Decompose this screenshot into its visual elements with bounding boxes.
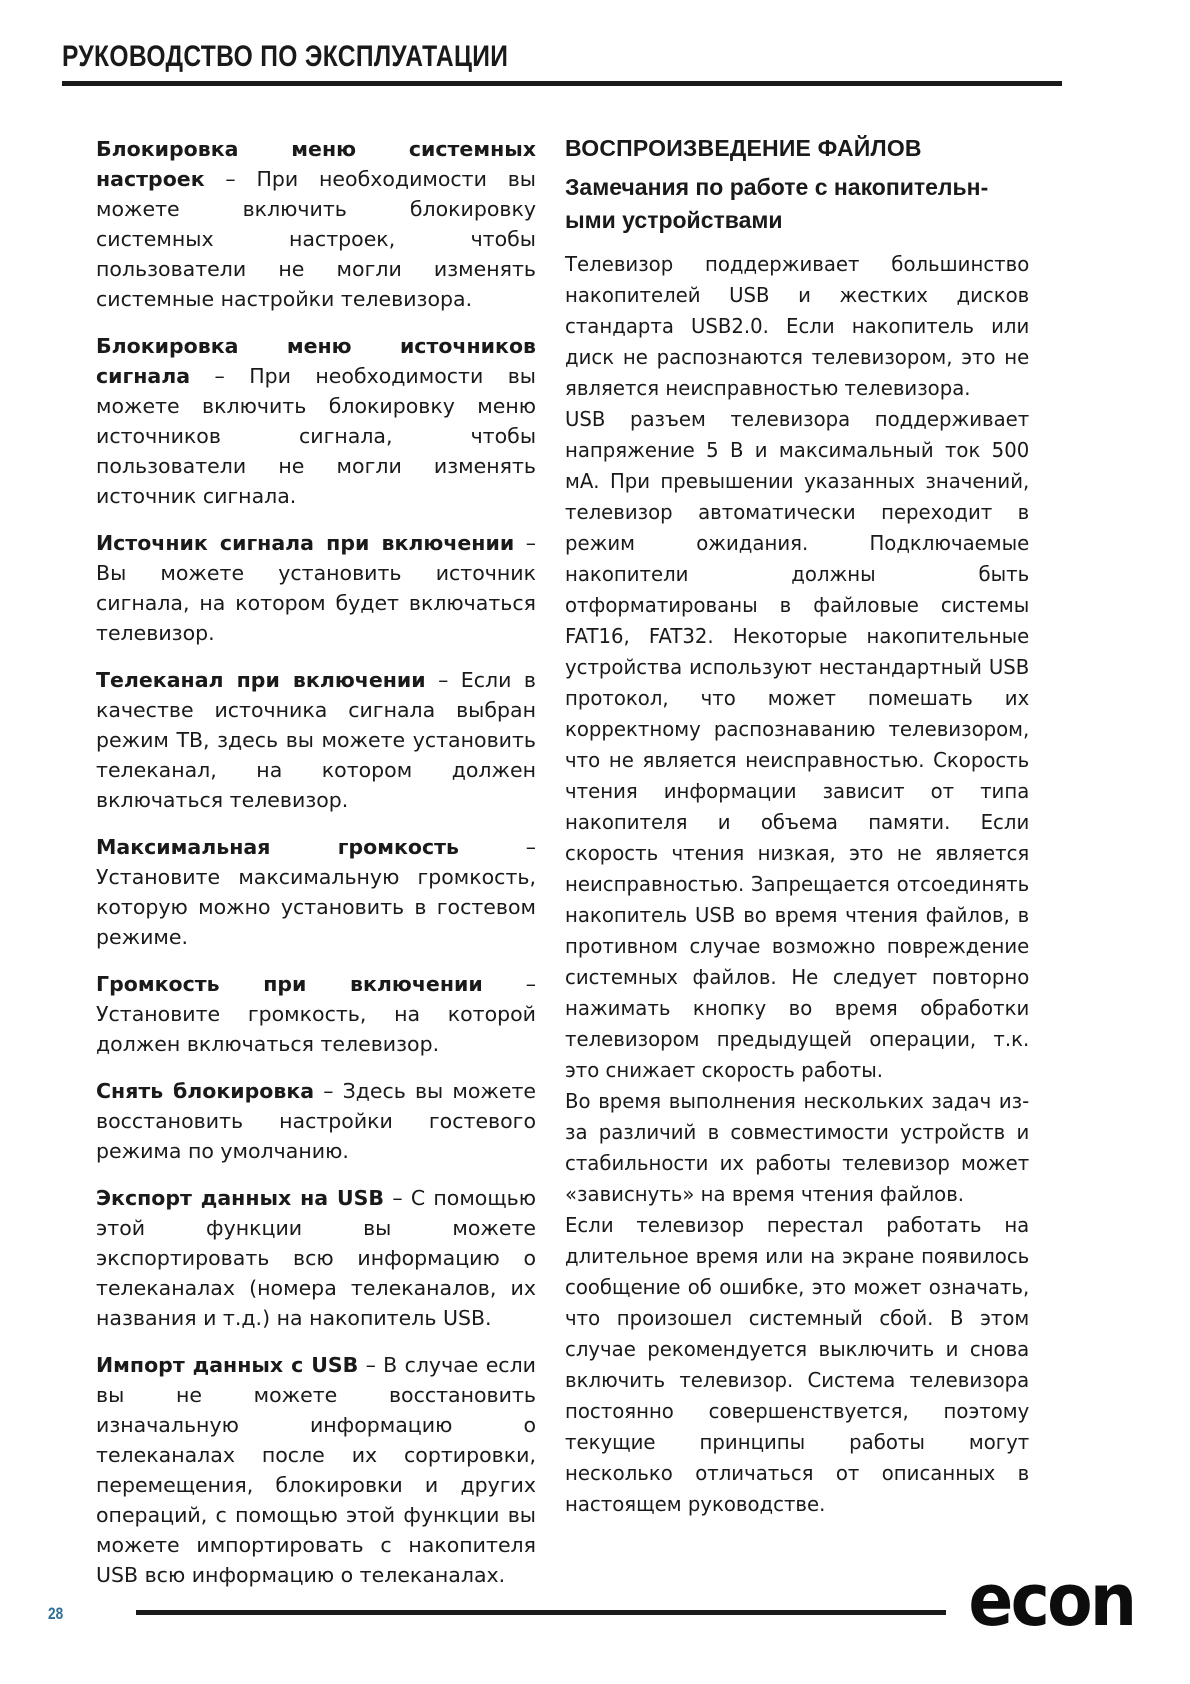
- paragraph-source-menu-lock: [96, 331, 536, 511]
- footer-divider: [136, 1610, 946, 1615]
- section-title-file-playback: ВОСПРОИЗВЕДЕНИЕ ФАЙЛОВ: [565, 135, 922, 161]
- term-default-volume: Громкость при включении: [96, 972, 483, 996]
- term-body: – При необходимости вы можете включить блокировку меню источников сигнала, чтобы пользователи не могли изменять источник сигнала.: [96, 364, 536, 508]
- term-body: – В случае если вы не можете восстановить изначальную информацию о телеканалах после их сортировки, перемещения, блокировки и других операций, с помощью этой функции вы можете импортировать с накопителя USB всю информацию о телеканалах.: [96, 1353, 536, 1587]
- left-column: [96, 134, 536, 1607]
- term-system-settings-lock: Блокировка меню системных настроек: [96, 137, 536, 191]
- right-column: [565, 134, 1030, 1520]
- term-import-usb: Импорт данных с USB: [96, 1353, 359, 1377]
- term-max-volume: Максимальная громкость: [96, 835, 459, 859]
- paragraph-default-channel: [96, 665, 536, 815]
- subsection-title-storage-notes: Замечания по работе с накопительн-ыми устройствами: [565, 174, 989, 233]
- term-body: – Установите максимальную громкость, которую можно установить в гостевом режиме.: [96, 835, 536, 949]
- page-number: 28: [48, 1604, 64, 1623]
- term-body: – Если в качестве источника сигнала выбран режим ТВ, здесь вы можете установить телеканал, на котором должен включаться телевизор.: [96, 668, 537, 812]
- paragraph-default-volume: [96, 969, 536, 1059]
- paragraph-import-usb: [96, 1350, 536, 1590]
- paragraph-max-volume: [96, 832, 536, 952]
- page-title: РУКОВОДСТВО ПО ЭКСПЛУАТАЦИИ: [62, 40, 509, 73]
- paragraph-usb-port-specs: USB разъем телевизора поддерживает напряжение 5 В и максимальный ток 500 мА. При превышении указанных значений, телевизор автоматически переходит в режим ожидания. Подключаемые накопители должны быть отформатированы в файловые системы FAT16, FAT32. Некоторые накопительные устройства используют нестандартный USB протокол, что может помешать их корректному распознаванию телевизором, что не является неисправностью. Скорость чтения информации зависит от типа накопителя и объема памяти. Если скорость чтения низкая, это не является неисправностью. Запрещается отсоединять накопитель USB во время чтения файлов, в противном случае возможно повреждение системных файлов. Не следует повторно нажимать кнопку во время обработки телевизором предыдущей операции, т.к. это снижает скорость работы.: [565, 407, 1030, 1082]
- page-footer: [0, 1558, 1190, 1642]
- paragraph-default-source: [96, 528, 536, 648]
- term-source-menu-lock: Блокировка меню источников сигнала: [96, 334, 536, 388]
- paragraph-system-failure: Если телевизор перестал работать на длительное время или на экране появилось сообщение об ошибке, это может означать, что произошел системный сбой. В этом случае рекомендуется выключить и снова включить телевизор. Система телевизора постоянно совершенствуется, поэтому текущие принципы работы могут несколько отличаться от описанных в настоящем руководстве.: [565, 1213, 1030, 1516]
- brand-logo: econ: [968, 1558, 1134, 1642]
- paragraph-remove-lock: [96, 1076, 536, 1166]
- term-default-channel: Телеканал при включении: [96, 668, 426, 692]
- page-header: [62, 40, 1128, 86]
- header-divider: [62, 81, 1062, 86]
- term-body: – При необходимости вы можете включить блокировку системных настроек, чтобы пользователи не могли изменять системные настройки телевизора.: [96, 167, 536, 311]
- term-default-source: Источник сигнала при включении: [96, 531, 515, 555]
- term-export-usb: Экспорт данных на USB: [96, 1186, 385, 1210]
- paragraph-export-usb: [96, 1183, 536, 1333]
- term-body: – Здесь вы можете восстановить настройки гостевого режима по умолчанию.: [96, 1079, 536, 1163]
- term-body: – С помощью этой функции вы можете экспортировать всю информацию о телеканалах (номера телеканалов, их названия и т.д.) на накопитель USB.: [96, 1186, 536, 1330]
- page-body: [0, 134, 1190, 1587]
- paragraph-multitask-freeze: Во время выполнения нескольких задач из-за различий в совместимости устройств и стабильности их работы телевизор может «зависнуть» на время чтения файлов.: [565, 1089, 1030, 1206]
- paragraph-storage-support: Телевизор поддерживает большинство накопителей USB и жестких дисков стандарта USB2.0. Если накопитель или диск не распознаются телевизором, это не является неисправностью телевизора.: [565, 252, 1030, 400]
- term-body: – Установите громкость, на которой должен включаться телевизор.: [96, 972, 536, 1056]
- paragraph-system-settings-lock: [96, 134, 536, 314]
- term-remove-lock: Снять блокировка: [96, 1079, 315, 1103]
- term-body: – Вы можете установить источник сигнала, на котором будет включаться телевизор.: [96, 531, 536, 645]
